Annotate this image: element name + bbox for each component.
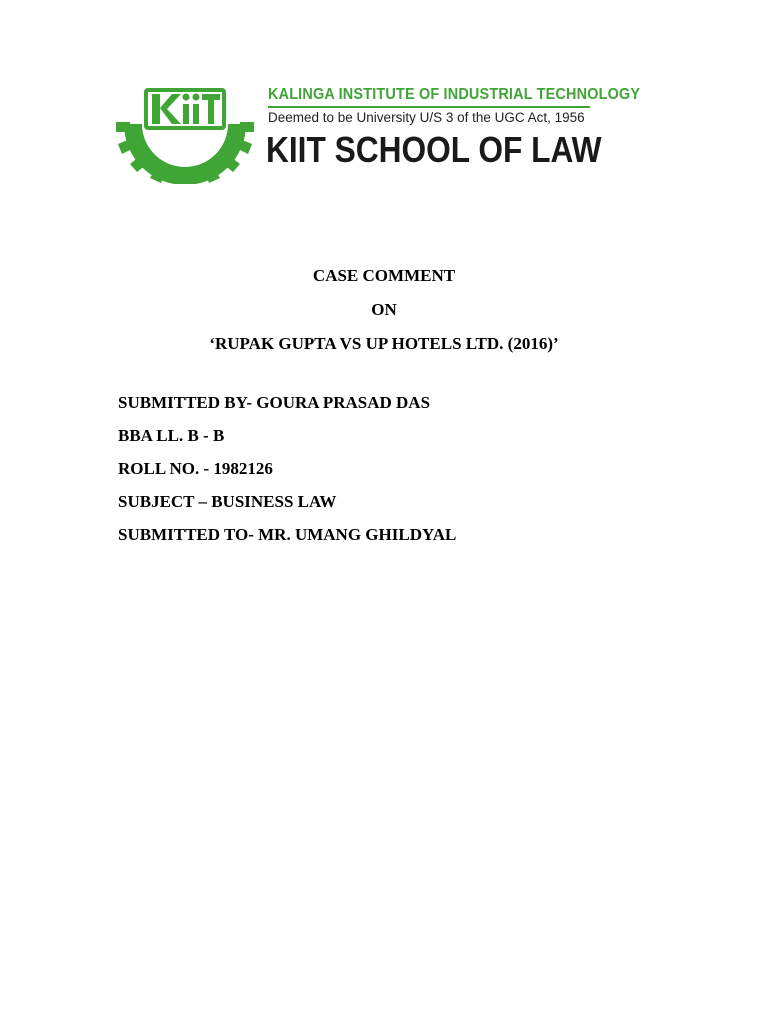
title-on: ON: [371, 300, 397, 319]
logo-divider: [268, 106, 590, 108]
deemed-university-line: Deemed to be University U/S 3 of the UGC Act, 1956: [268, 110, 585, 125]
kiit-logo-banner: [116, 84, 672, 184]
roll-no: ROLL NO. - 1982126: [118, 459, 273, 478]
course: BBA LL. B - B: [118, 426, 225, 445]
title-case-name: ‘RUPAK GUPTA VS UP HOTELS LTD. (2016)’: [209, 334, 559, 353]
title-case-comment: CASE COMMENT: [312, 266, 456, 285]
submitted-by: SUBMITTED BY- GOURA PRASAD DAS: [118, 393, 431, 412]
logo-text-block: [266, 84, 672, 184]
submitted-to: SUBMITTED TO- MR. UMANG GHILDYAL: [118, 525, 457, 544]
school-name: KIIT SCHOOL OF LAW: [266, 129, 602, 170]
institute-name: KALINGA INSTITUTE OF INDUSTRIAL TECHNOLOGY: [268, 86, 641, 103]
kiit-gear-logo: [116, 84, 254, 184]
subject: SUBJECT – BUSINESS LAW: [118, 492, 337, 511]
